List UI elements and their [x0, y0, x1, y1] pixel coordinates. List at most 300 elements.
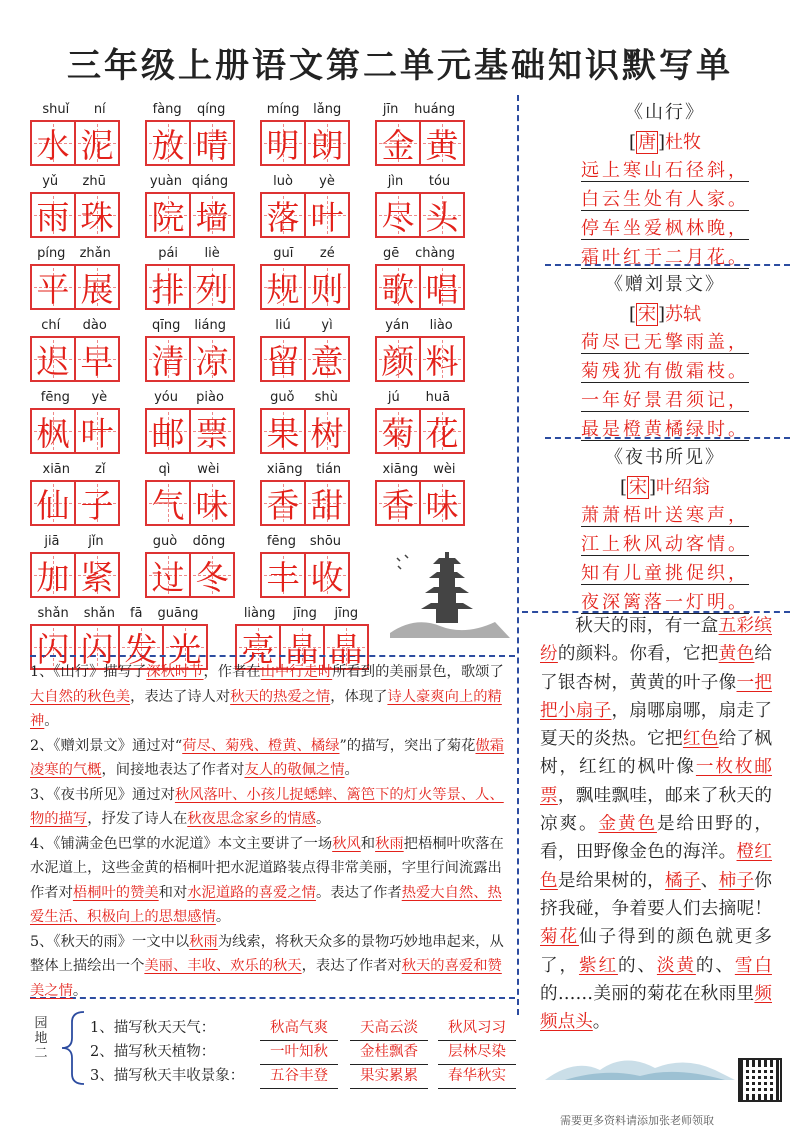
pinyin-line: [145, 388, 233, 408]
word-row: [30, 388, 470, 460]
char-cell: [30, 264, 76, 310]
poem-line-text: 远上寒山石径斜，: [581, 160, 749, 181]
char-cell: [375, 336, 421, 382]
text: 。: [344, 762, 359, 778]
pinyin: jīng: [334, 606, 359, 621]
char-cell: [30, 192, 76, 238]
answer-text: 美丽、丰收、欢乐的秋天: [144, 958, 302, 974]
answer-text: 红色: [682, 729, 719, 750]
character: 泥: [80, 125, 114, 165]
pinyin: liáng: [194, 318, 226, 333]
answer-text: 淡黄: [656, 955, 696, 976]
character: 留: [266, 341, 300, 381]
pinyin-line: [375, 388, 463, 408]
character: 意: [310, 341, 344, 381]
char-cells: [30, 336, 118, 382]
poem-line-text: 霜叶红于二月花。: [581, 247, 749, 268]
char-cell: [375, 192, 421, 238]
character: 甜: [310, 485, 344, 525]
pinyin: jiā: [44, 534, 60, 549]
qr-code: [738, 1058, 782, 1102]
garden-word: 一叶知秋: [260, 1040, 338, 1065]
pinyin: huáng: [414, 102, 456, 117]
character: 唱: [425, 269, 459, 309]
char-cells: [30, 480, 118, 526]
word-box: [260, 532, 348, 598]
garden-row-title: 3、描写秋天丰收景象：: [90, 1068, 245, 1084]
char-cell: [419, 192, 465, 238]
character: 早: [80, 341, 114, 381]
poem-line-text: 萧萧梧叶送寒声，: [581, 505, 749, 526]
answer-text: 梧桐叶的赞美: [72, 884, 159, 901]
text: ，间接地表达了作者对: [101, 762, 245, 778]
pinyin-line: [260, 460, 348, 480]
pinyin-line: [30, 244, 118, 264]
char-cells: [30, 264, 118, 310]
char-cell: [304, 408, 350, 454]
text: 仙子得到的颜色就更多了，: [540, 927, 772, 976]
vertical-divider: [517, 95, 519, 1015]
word-box: [145, 316, 233, 382]
pinyin-line: [145, 244, 233, 264]
char-cells: [375, 480, 463, 526]
pinyin: zhǎn: [79, 246, 111, 261]
answer-text: 频频点头: [540, 983, 772, 1033]
char-cell: [260, 336, 306, 382]
word-box: [30, 316, 118, 382]
character: 过: [151, 557, 185, 597]
pinyin: luò: [273, 174, 293, 189]
note-item: [30, 832, 512, 930]
poem-line: [545, 415, 785, 444]
word-box: [145, 100, 233, 166]
pinyin: yè: [319, 174, 335, 189]
char-cells: [260, 408, 348, 454]
character: 树: [310, 413, 344, 453]
char-cell: [375, 120, 421, 166]
char-cell: [30, 408, 76, 454]
text: 给了枫树，红红的枫叶像: [540, 729, 772, 778]
char-cell: [118, 624, 164, 670]
character: 则: [310, 269, 344, 309]
poem-author-name: 杜牧: [665, 132, 702, 153]
char-cell: [260, 192, 306, 238]
answer-text: 五彩缤纷: [540, 616, 772, 665]
answer-text: 热爱大自然、热爱生活、积极向上的思想感情: [30, 884, 502, 925]
text: ，飘哇飘哇，邮来了秋天的凉爽。: [540, 785, 772, 835]
poem-dynasty: 唐: [638, 132, 656, 153]
word-row: [30, 460, 470, 532]
pinyin: pái: [158, 246, 179, 261]
char-cell: [304, 120, 350, 166]
word-row: [30, 316, 470, 388]
poem-line-text: 荷尽已无擎雨盖，: [581, 332, 749, 353]
pinyin: liè: [204, 246, 220, 261]
pinyin-line: [30, 604, 206, 624]
answer-text: 水泥道路的喜爱之情: [187, 884, 316, 901]
text: 是给田野的，看，田野像金色的海洋。: [540, 814, 772, 863]
char-cell: [260, 480, 306, 526]
character: 平: [36, 269, 70, 309]
poem-line-text: 菊残犹有傲霜枝。: [581, 361, 749, 382]
character: 头: [425, 197, 459, 237]
answer-text: 金黄色: [598, 814, 657, 835]
character: 规: [266, 269, 300, 309]
character: 朗: [310, 125, 344, 165]
pinyin: jìn: [387, 174, 404, 189]
pinyin: huā: [425, 390, 451, 405]
text: 。: [72, 982, 88, 999]
pinyin: tián: [316, 462, 342, 477]
pinyin: fā: [129, 606, 143, 621]
pagoda-illustration: [385, 538, 515, 648]
pinyin: wèi: [433, 462, 456, 477]
poem-line-text: 江上秋风动客情。: [581, 534, 749, 555]
word-box: [145, 244, 233, 310]
answer-text: 一把把小扇子: [540, 672, 772, 721]
poem-line-text: 知有儿童挑促织，: [581, 563, 749, 584]
pinyin-line: [375, 172, 463, 192]
pinyin: guī: [273, 246, 294, 261]
brace-icon: [56, 1008, 86, 1088]
text: 给了银杏树，黄黄的叶子像: [540, 644, 772, 693]
char-cell: [74, 408, 120, 454]
text: 所看到的美丽景色，歌颂了: [332, 664, 504, 680]
word-box: [30, 388, 118, 454]
pinyin-line: [145, 100, 233, 120]
char-cells: [260, 264, 348, 310]
pinyin: yóu: [154, 390, 178, 405]
char-cells: [145, 480, 233, 526]
pinyin-line: [30, 532, 118, 552]
char-cells: [260, 120, 348, 166]
poem-line: [545, 559, 785, 588]
pinyin: xiāng: [382, 462, 419, 477]
char-cell: [30, 552, 76, 598]
character: 味: [195, 485, 229, 525]
char-cell: [304, 264, 350, 310]
char-cells: [30, 552, 118, 598]
character: 花: [425, 413, 459, 453]
character: 光: [168, 629, 202, 669]
pinyin: yǔ: [42, 174, 59, 189]
answer-text: 秋风: [332, 835, 361, 852]
text: 3、《夜书所见》通过对: [30, 786, 175, 803]
char-cell: [323, 624, 369, 670]
pinyin-line: [145, 172, 233, 192]
garden-word: 春华秋实: [438, 1064, 516, 1089]
poem-dynasty: 宋: [629, 477, 647, 498]
word-box: [260, 172, 348, 238]
word-box: [375, 388, 463, 454]
char-cells: [145, 336, 233, 382]
char-cell: [30, 624, 76, 670]
note-item: [30, 734, 512, 783]
text: 把梧桐叶吹落在水泥道上，这些金黄的梧桐叶把水泥道路装点得非常美丽，字里行间流露出作者对: [30, 835, 504, 901]
character: 展: [80, 269, 114, 309]
char-cell: [304, 480, 350, 526]
pinyin-line: [30, 172, 118, 192]
char-cells: [145, 192, 233, 238]
pinyin: zé: [319, 246, 335, 261]
pinyin-line: [30, 316, 118, 336]
char-cell: [375, 264, 421, 310]
character: 紧: [80, 557, 114, 597]
char-cell: [189, 408, 235, 454]
character: 凉: [195, 341, 229, 381]
character: 丰: [266, 557, 300, 597]
note-item: [30, 930, 512, 1004]
character: 颜: [381, 341, 415, 381]
text: ，表达了诗人对: [130, 688, 231, 705]
word-row: [30, 244, 470, 316]
char-cells: [30, 408, 118, 454]
poem-line: [545, 156, 785, 185]
note-item: [30, 660, 512, 734]
landscape-illustration: [545, 1040, 735, 1085]
poem-line: [545, 386, 785, 415]
text: 的、: [695, 955, 735, 976]
pinyin: fàng: [152, 102, 182, 117]
character: 加: [36, 557, 70, 597]
text: 5、《秋天的雨》一文中以: [30, 933, 190, 950]
answer-text: 秋天的喜爱和赞美之情: [30, 958, 502, 999]
pinyin-line: [145, 532, 233, 552]
char-cell: [304, 192, 350, 238]
character: 收: [310, 557, 344, 597]
char-cells: [145, 120, 233, 166]
poem-line-text: 夜深篱落一灯明。: [581, 592, 749, 613]
poem-line: [545, 328, 785, 357]
garden-word: 金桂飘香: [350, 1040, 428, 1065]
garden-word: 天高云淡: [350, 1016, 428, 1041]
word-box: [145, 172, 233, 238]
char-cell: [189, 120, 235, 166]
char-cell: [74, 120, 120, 166]
text: 4、《铺满金色巴掌的水泥道》本文主要讲了一场: [30, 835, 333, 852]
char-cells: [145, 264, 233, 310]
pinyin: yán: [385, 318, 410, 333]
character: 明: [266, 125, 300, 165]
poem-title: 《夜书所见》: [605, 447, 725, 468]
char-cell: [260, 264, 306, 310]
poem-line-text: 一年好景君须记，: [581, 390, 749, 411]
character: 邮: [151, 413, 185, 453]
text: 你挤我碰，争着要人们去摘呢！: [540, 870, 772, 919]
char-cell: [30, 480, 76, 526]
word-box: [375, 100, 463, 166]
character: 闪: [36, 629, 70, 669]
pinyin: chàng: [415, 246, 456, 261]
answer-text: 一枚枚邮票: [540, 757, 772, 806]
answer-text: 雪白: [734, 955, 772, 976]
pinyin-line: [235, 604, 367, 624]
word-box: [30, 172, 118, 238]
garden-word: 五谷丰登: [260, 1064, 338, 1089]
text: 。: [315, 811, 331, 827]
garden-word: 果实累累: [350, 1064, 428, 1089]
answer-text: 菊花: [540, 927, 579, 948]
character: 叶: [80, 413, 114, 453]
character: 放: [151, 125, 185, 165]
character: 枫: [36, 413, 70, 453]
char-cell: [419, 480, 465, 526]
poem-line-text: 停车坐爱枫林晚，: [581, 218, 749, 239]
answer-text: 大自然的秋色美: [30, 688, 131, 705]
text: ，表达了作者对: [301, 958, 402, 974]
answer-text: 橙红色: [540, 842, 772, 891]
pinyin: gē: [382, 246, 400, 261]
answer-text: 诗人豪爽向上的精神: [30, 688, 502, 729]
char-cell: [30, 120, 76, 166]
pinyin: xiān: [42, 462, 71, 477]
character: 晶: [285, 629, 319, 669]
character: 歌: [381, 269, 415, 309]
garden-label: 园地二: [34, 1016, 48, 1061]
pinyin: lǎng: [313, 102, 342, 117]
char-cell: [145, 408, 191, 454]
pinyin-line: [260, 172, 348, 192]
text: 的颜料。你看，它把: [557, 644, 719, 665]
pinyin: guò: [152, 534, 178, 549]
char-cells: [145, 552, 233, 598]
character: 亮: [241, 629, 275, 669]
char-cell: [419, 264, 465, 310]
character: 冬: [195, 557, 229, 597]
char-cell: [74, 480, 120, 526]
poem: [545, 443, 785, 617]
char-cell: [162, 624, 208, 670]
poem-dynasty: 宋: [638, 304, 656, 325]
char-cell: [260, 552, 306, 598]
answer-text: 橘子: [665, 870, 701, 891]
char-cells: [260, 192, 348, 238]
text: ”的描写，突出了菊花: [339, 737, 476, 754]
poem: [545, 270, 785, 444]
text: 的……美丽的菊花在秋雨里: [540, 983, 755, 1004]
pinyin: jú: [387, 390, 400, 405]
garden-row: [90, 1016, 510, 1040]
pinyin: píng: [37, 246, 66, 261]
pinyin: chí: [41, 318, 61, 333]
pinyin: yì: [321, 318, 333, 333]
answer-text: 秋雨: [189, 933, 218, 950]
character: 列: [195, 269, 229, 309]
pinyin: qīng: [151, 318, 181, 333]
pinyin: wèi: [197, 462, 220, 477]
garden-row-title: 2、描写秋天植物：: [90, 1044, 216, 1060]
char-cell: [74, 552, 120, 598]
text: 的、: [617, 955, 657, 976]
character: 落: [266, 197, 300, 237]
char-cell: [74, 624, 120, 670]
poem-author-name: 苏轼: [665, 304, 702, 325]
pinyin: jīng: [293, 606, 317, 621]
essay-passage: [540, 612, 772, 1036]
char-cell: [260, 408, 306, 454]
pinyin: qíng: [196, 102, 226, 117]
char-cells: [145, 408, 233, 454]
pinyin: shōu: [309, 534, 342, 549]
page-title: 三年级上册语文第二单元基础知识默写单: [67, 46, 733, 86]
char-cell: [145, 480, 191, 526]
poem-line: [545, 243, 785, 272]
text: 秋天的雨，有一盒: [575, 616, 719, 636]
pinyin: fēng: [40, 390, 70, 405]
text: 。: [592, 1012, 611, 1033]
character: 香: [266, 485, 300, 525]
pinyin: guǒ: [270, 390, 295, 405]
garden-word: 秋风习习: [438, 1016, 516, 1041]
pinyin: liàng: [243, 606, 276, 621]
char-cell: [419, 120, 465, 166]
char-cell: [279, 624, 325, 670]
char-cell: [235, 624, 281, 670]
character: 仙: [36, 485, 70, 525]
poem-title: 《山行》: [625, 102, 705, 123]
poem-line: [545, 501, 785, 530]
pinyin-line: [260, 100, 348, 120]
character: 果: [266, 413, 300, 453]
character: 迟: [36, 341, 70, 381]
character: 闪: [80, 629, 114, 669]
char-cell: [189, 192, 235, 238]
pinyin-line: [260, 316, 348, 336]
word-box: [145, 388, 233, 454]
answer-text: 秋风落叶、小孩儿捉蟋蟀、篱笆下的灯火等景、人、物的描写: [30, 786, 504, 827]
character: 料: [425, 341, 459, 381]
garden-word: 层林尽染: [438, 1040, 516, 1065]
word-box: [30, 460, 118, 526]
garden-row: [90, 1040, 510, 1064]
word-box: [30, 244, 118, 310]
word-box: [235, 604, 367, 670]
character: 金: [381, 125, 415, 165]
pinyin-line: [30, 460, 118, 480]
char-cells: [375, 120, 463, 166]
character: 排: [151, 269, 185, 309]
char-cells: [375, 336, 463, 382]
answer-text: 深秋时节: [146, 664, 204, 680]
pinyin-line: [30, 100, 118, 120]
character: 珠: [80, 197, 114, 237]
character: 墙: [195, 197, 229, 237]
pinyin: shuǐ: [42, 102, 70, 117]
character: 黄: [425, 125, 459, 165]
char-cell: [145, 192, 191, 238]
pinyin: piào: [196, 390, 224, 405]
character: 菊: [381, 413, 415, 453]
word-box: [260, 100, 348, 166]
pinyin-line: [145, 316, 233, 336]
word-box: [145, 460, 233, 526]
char-cells: [30, 120, 118, 166]
poem-author: [ 宋 ]叶绍翁: [619, 477, 711, 498]
text: 和: [360, 835, 376, 852]
notes-section: [30, 660, 512, 1003]
text: 2、《赠刘景文》通过对“: [30, 737, 183, 754]
pinyin: xiāng: [266, 462, 303, 477]
pinyin: yuàn: [149, 174, 183, 189]
char-cell: [375, 480, 421, 526]
pinyin: míng: [266, 102, 300, 117]
word-box: [260, 460, 348, 526]
pinyin: shǎn: [83, 606, 115, 621]
char-cell: [189, 480, 235, 526]
pinyin: guāng: [157, 606, 199, 621]
text: ，扇哪扇哪，扇走了夏天的炎热。它把: [540, 700, 772, 750]
character: 院: [151, 197, 185, 237]
